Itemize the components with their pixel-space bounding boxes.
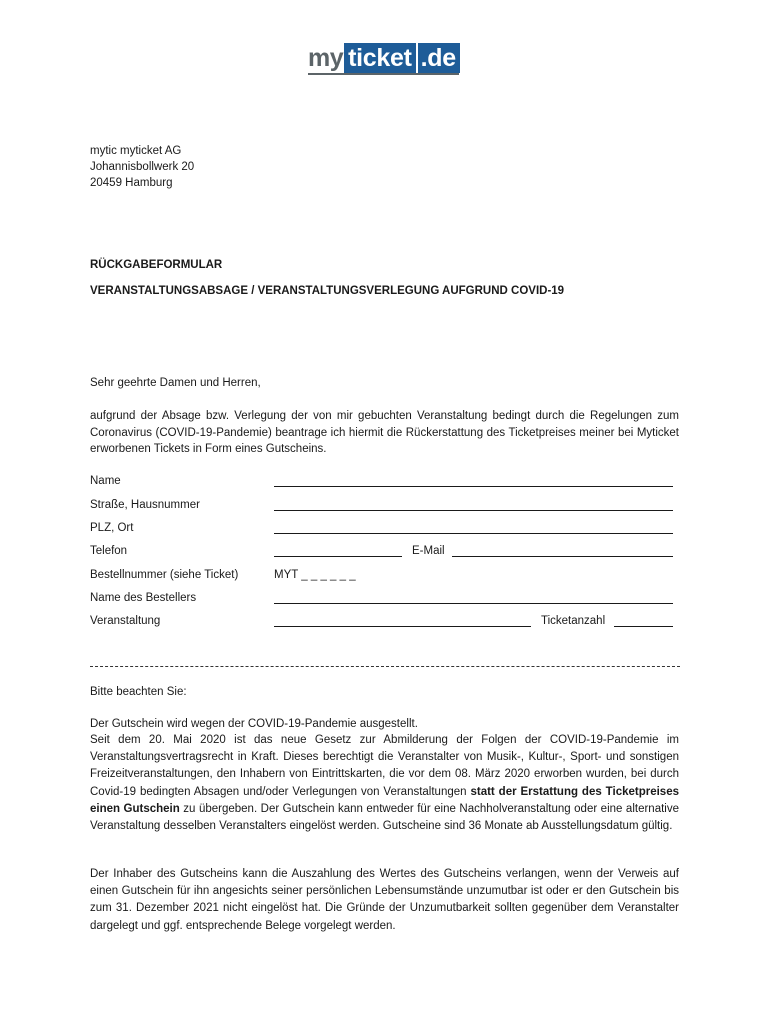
- intro-paragraph: aufgrund der Absage bzw. Verlegung der von mir gebuchten Veranstaltung bedingt durch die Regelungen zum Coronavirus (COVID-19-Pandemie) beantrage ich hiermit die Rückerstattung des Ticketpreises meiner bei Myticket erworbenen Tickets in Form eines Gutscheins.: [90, 410, 679, 455]
- notice-paragraph-1: [90, 732, 679, 835]
- input-order-number[interactable]: MYT _ _ _ _ _ _: [274, 569, 356, 581]
- greeting: Sehr geehrte Damen und Herren,: [90, 377, 261, 389]
- label-orderer-name: Name des Bestellers: [90, 592, 197, 604]
- notice-p1-text-a: Seit dem 20. Mai 2020 ist das neue Gesetz zur Abmilderung der Folgen der COVID-19-Pandemie im Veranstaltungsvertragsrecht in Kraft. Dieses berechtigt die Veranstalter von Musik-, Kultur-, Sport- und sonstigen Freizeitveranstaltungen, den Inhabern von Eintrittskarten, die vor dem 08. März 2020 erworben wurden, bei durch Covid-19 bedingten Absagen und/oder Verlegungen von Veranstaltungen: [90, 734, 679, 798]
- label-phone: Telefon: [90, 545, 128, 557]
- notice-first-line: Der Gutschein wird wegen der COVID-19-Pandemie ausgestellt.: [90, 718, 418, 730]
- input-line-zip-city[interactable]: [274, 533, 673, 534]
- label-event: Veranstaltung: [90, 615, 161, 627]
- label-street: Straße, Hausnummer: [90, 499, 200, 511]
- address-line-street: Johannisbollwerk 20: [90, 161, 195, 173]
- form-row-orderer-name: [90, 590, 690, 608]
- form-row-phone-email: [90, 543, 690, 561]
- input-line-orderer-name[interactable]: [274, 603, 673, 604]
- logo-text-de: .de: [418, 43, 460, 73]
- notice-p1-bold: statt der Erstattung des Ticketpreises einen Gutschein: [90, 785, 679, 815]
- form-row-zip-city: [90, 520, 690, 538]
- notice-heading: Bitte beachten Sie:: [90, 686, 187, 698]
- document-subtitle: VERANSTALTUNGSABSAGE / VERANSTALTUNGSVERLEGUNG AUFGRUND COVID-19: [90, 285, 565, 297]
- logo-text-my: my: [308, 44, 344, 72]
- input-line-ticket-count[interactable]: [614, 626, 673, 627]
- address-line-company: mytic myticket AG: [90, 145, 182, 157]
- dashed-separator: [90, 666, 680, 667]
- label-order-number: Bestellnummer (siehe Ticket): [90, 569, 239, 581]
- label-zip-city: PLZ, Ort: [90, 522, 134, 534]
- input-line-name[interactable]: [274, 486, 673, 487]
- form-row-order-number: [90, 567, 690, 585]
- address-line-city: 20459 Hamburg: [90, 177, 173, 189]
- input-line-phone[interactable]: [274, 556, 402, 557]
- label-email: E-Mail: [412, 545, 445, 557]
- input-line-email[interactable]: [452, 556, 673, 557]
- notice-p1-text-b: zu übergeben. Der Gutschein kann entweder für eine Nachholveranstaltung oder eine alternative Veranstaltung desselben Veranstalters eingelöst werden. Gutscheine sind 36 Monate ab Ausstellungsdatum gültig.: [90, 802, 679, 833]
- recipient-address: [90, 143, 194, 191]
- logo-underline: [308, 73, 459, 75]
- form-row-name: [90, 473, 690, 491]
- notice-paragraph-2: Der Inhaber des Gutscheins kann die Auszahlung des Wertes des Gutscheins verlangen, wenn der Verweis auf einen Gutschein für ihn angesichts seiner persönlichen Lebensumstände unzumutbar ist oder er den Gutschein bis zum 31. Dezember 2021 nicht eingelöst hat. Die Gründe der Unzumutbarkeit sollten gegenüber dem Veranstalter dargelegt und ggf. entsprechende Belege vorgelegt werden.: [90, 868, 679, 932]
- logo-text-ticket: ticket: [344, 43, 416, 73]
- myticket-logo: [308, 43, 460, 73]
- form-row-street: [90, 497, 690, 515]
- form-row-event: [90, 613, 690, 631]
- label-name: Name: [90, 475, 121, 487]
- input-line-event[interactable]: [274, 626, 531, 627]
- label-ticket-count: Ticketanzahl: [541, 615, 606, 627]
- document-title: RÜCKGABEFORMULAR: [90, 259, 223, 271]
- input-line-street[interactable]: [274, 510, 673, 511]
